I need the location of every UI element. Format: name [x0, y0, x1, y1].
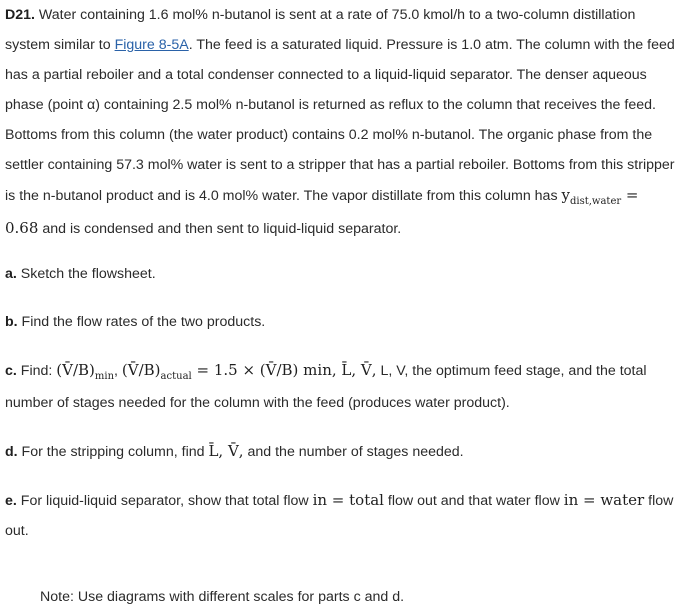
vb-min-expression: $(V̄/B)_{min}$	[56, 361, 115, 382]
part-e-text1: For liquid-liquid separator, show that total flow	[16, 493, 313, 509]
problem-text-part3: and is condensed and then sent to liquid-liquid separator.	[38, 221, 402, 237]
part-d-vars: L̄, V̄,	[208, 442, 244, 460]
part-e-math1: in = total	[312, 491, 384, 509]
part-b-text: Find the flow rates of the two products.	[17, 314, 266, 330]
part-e-text2: flow out and that water flow	[383, 493, 564, 509]
part-a	[5, 259, 675, 289]
part-c-find: Find:	[16, 363, 57, 379]
problem-number: D21.	[5, 7, 35, 23]
part-a-label: a.	[5, 266, 17, 282]
part-e-label: e.	[5, 493, 17, 509]
part-a-text: Sketch the flowsheet.	[16, 266, 156, 282]
part-b	[5, 307, 675, 337]
part-b-label: b.	[5, 314, 18, 330]
part-d-text1: For the stripping column, find	[17, 444, 209, 460]
problem-text-part1: Water containing 1.6 mol% n-butanol is sent at a rate of 75.0 kmol/h to a two-column distillation system similar to	[5, 7, 636, 53]
part-d	[5, 436, 675, 467]
part-c	[5, 355, 675, 418]
part-c-separator: ,	[114, 363, 122, 379]
figure-link[interactable]: Figure 8-5A	[114, 37, 189, 53]
part-e-text3: flow out.	[5, 493, 674, 539]
y-dist-symbol: $y_{dist,water} = 0.68$	[5, 186, 639, 237]
part-c-text: L, V, the optimum feed stage, and the total number of stages needed for the column with the feed (produces water product).	[5, 363, 647, 411]
part-d-text2: and the number of stages needed.	[243, 444, 464, 460]
part-c-label: c.	[5, 363, 17, 379]
problem-statement	[5, 0, 675, 244]
problem-text-part2: . The feed is a saturated liquid. Pressure is 1.0 atm. The column with the feed has a partial reboiler and a total condenser connected to a liquid-liquid separator. The denser aqueous phase (point α) containing 2.5 mol% n-butanol is returned as reflux to the column that receives the feed. Bottoms from this column (the water product) contains 0.2 mol% n-butanol. The organic phase from the settler containing 57.3 mol% water is sent to a stripper that has a partial reboiler. Bottoms from this stripper is the n-butanol product and is 4.0 mol% water. The vapor distillate from this column has	[5, 37, 675, 204]
problem-page	[5, 0, 675, 564]
note: Note: Use diagrams with different scales for parts c and d.	[40, 589, 405, 605]
part-e-math2: in = water	[563, 491, 645, 509]
part-e	[5, 485, 675, 546]
part-d-label: d.	[5, 444, 18, 460]
vb-actual-expression: $(V̄/B)_{actual} = 1.5$ × (V̄/B) min, L̄, V̄,	[121, 361, 377, 382]
